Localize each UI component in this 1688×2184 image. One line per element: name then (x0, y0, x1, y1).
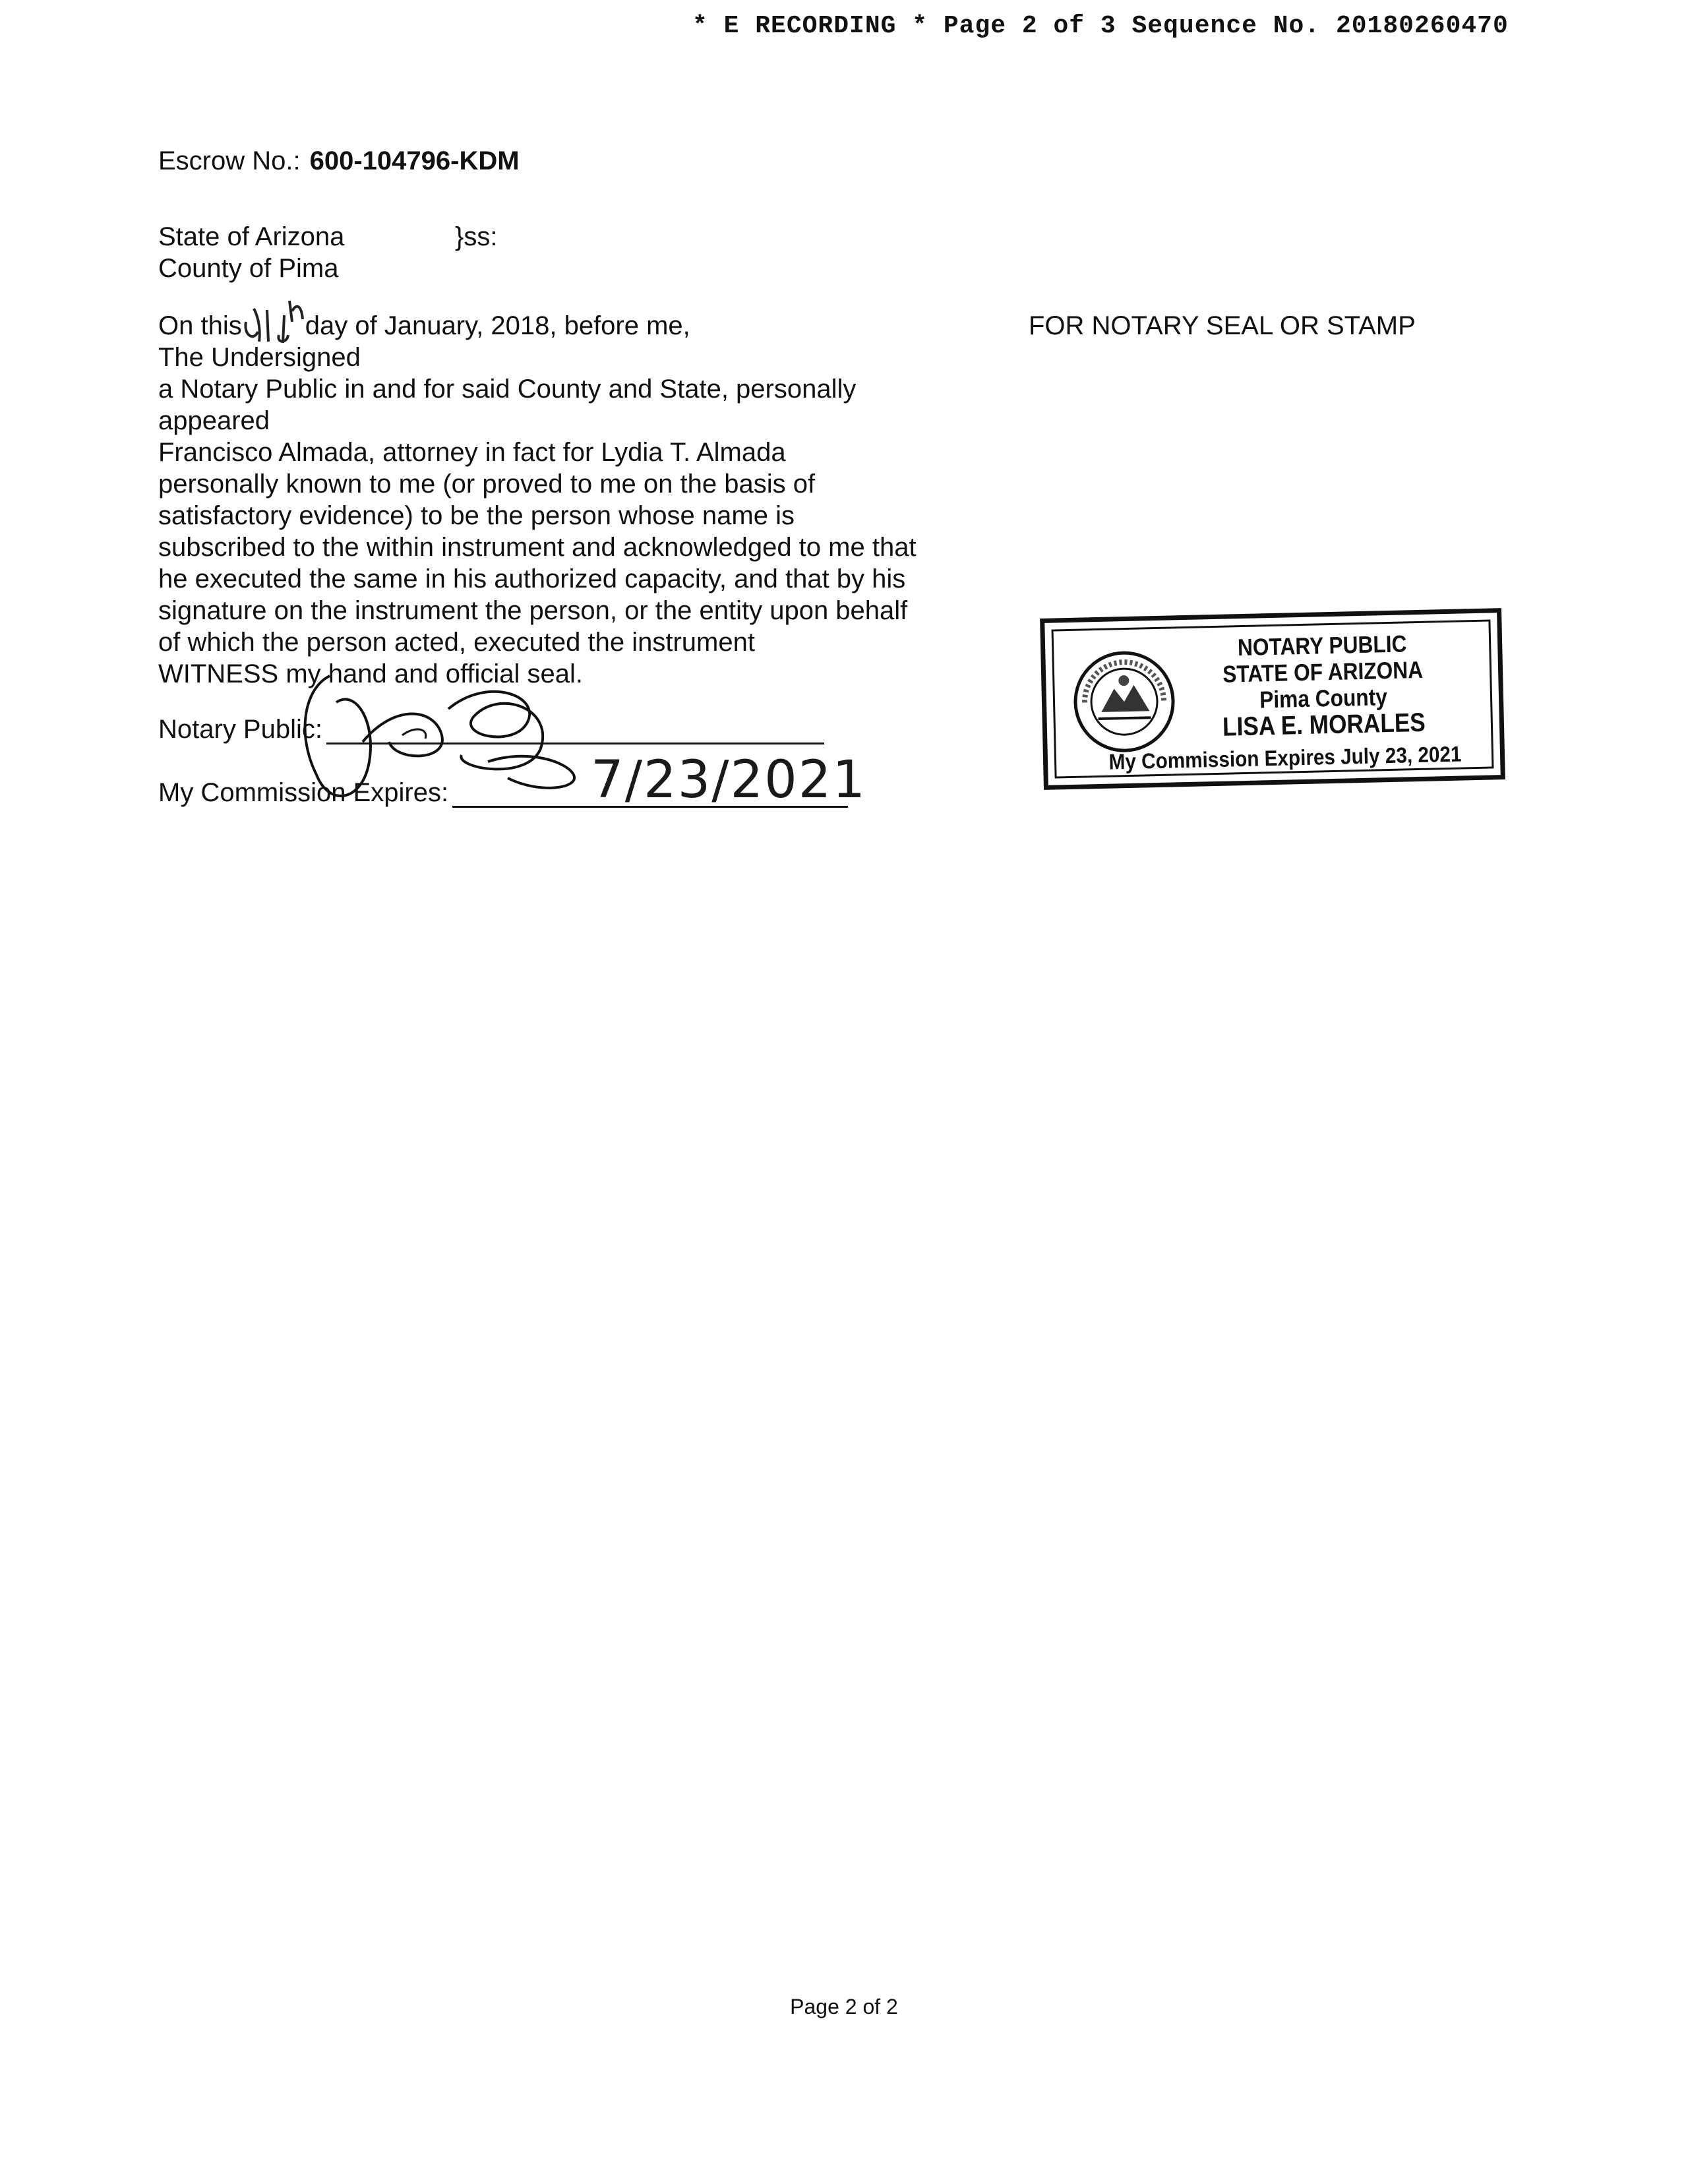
arizona-state-seal (1070, 648, 1178, 756)
ack-line-12: WITNESS my hand and official seal. (158, 659, 583, 688)
ack-line-2: The Undersigned (158, 343, 361, 372)
notary-signature (290, 663, 633, 821)
ack-day-suffix: day of January, 2018, before me, (305, 311, 690, 340)
stamp-notary-name: LISA E. MORALES (1222, 708, 1426, 742)
ack-line-4: appeared (158, 406, 270, 435)
notary-stamp (1040, 608, 1505, 790)
ack-line-9: he executed the same in his authorized capacity, and that by his (158, 564, 906, 593)
stamp-state: STATE OF ARIZONA (1222, 655, 1424, 688)
ack-line-6: personally known to me (or proved to me on the basis of (158, 470, 816, 499)
stamp-title: NOTARY PUBLIC (1237, 630, 1407, 661)
venue-block (158, 221, 497, 284)
acknowledgment-text (158, 310, 963, 690)
ack-line-8: subscribed to the within instrument and acknowledged to me that (158, 533, 917, 562)
notary-label: Notary Public: (158, 715, 322, 744)
venue-state: State of Arizona (158, 222, 345, 251)
seal-label: FOR NOTARY SEAL OR STAMP (1029, 311, 1416, 340)
ack-line-5: Francisco Almada, attorney in fact for Lydia T. Almada (158, 438, 786, 467)
ack-line-10: signature on the instrument the person, or the entity upon behalf (158, 596, 908, 625)
page-footer: Page 2 of 2 (790, 1995, 898, 2018)
stamp-county: Pima County (1259, 683, 1388, 713)
commission-label: My Commission Expires: (158, 778, 449, 807)
escrow-label: Escrow No.: (158, 146, 301, 175)
handwritten-day-ink (241, 295, 313, 348)
escrow-number: 600-104796-KDM (309, 146, 520, 175)
ack-line-3: a Notary Public in and for said County and State, personally (158, 375, 857, 404)
venue-county: County of Pima (158, 254, 339, 283)
notary-stamp-text (1206, 630, 1441, 741)
handwritten-expiration-date: 7/23/2021 (591, 750, 867, 810)
ack-line-7: satisfactory evidence) to be the person whose name is (158, 501, 795, 530)
ack-line-11: of which the person acted, executed the instrument (158, 628, 755, 657)
stamp-expiration: My Commission Expires July 23, 2021 (1108, 741, 1462, 774)
venue-ss: }ss: (455, 222, 498, 251)
recording-header: * E RECORDING * Page 2 of 3 Sequence No. 20180260470 (692, 12, 1509, 40)
escrow-line (158, 146, 520, 176)
ack-day-prefix: On this (158, 311, 242, 340)
